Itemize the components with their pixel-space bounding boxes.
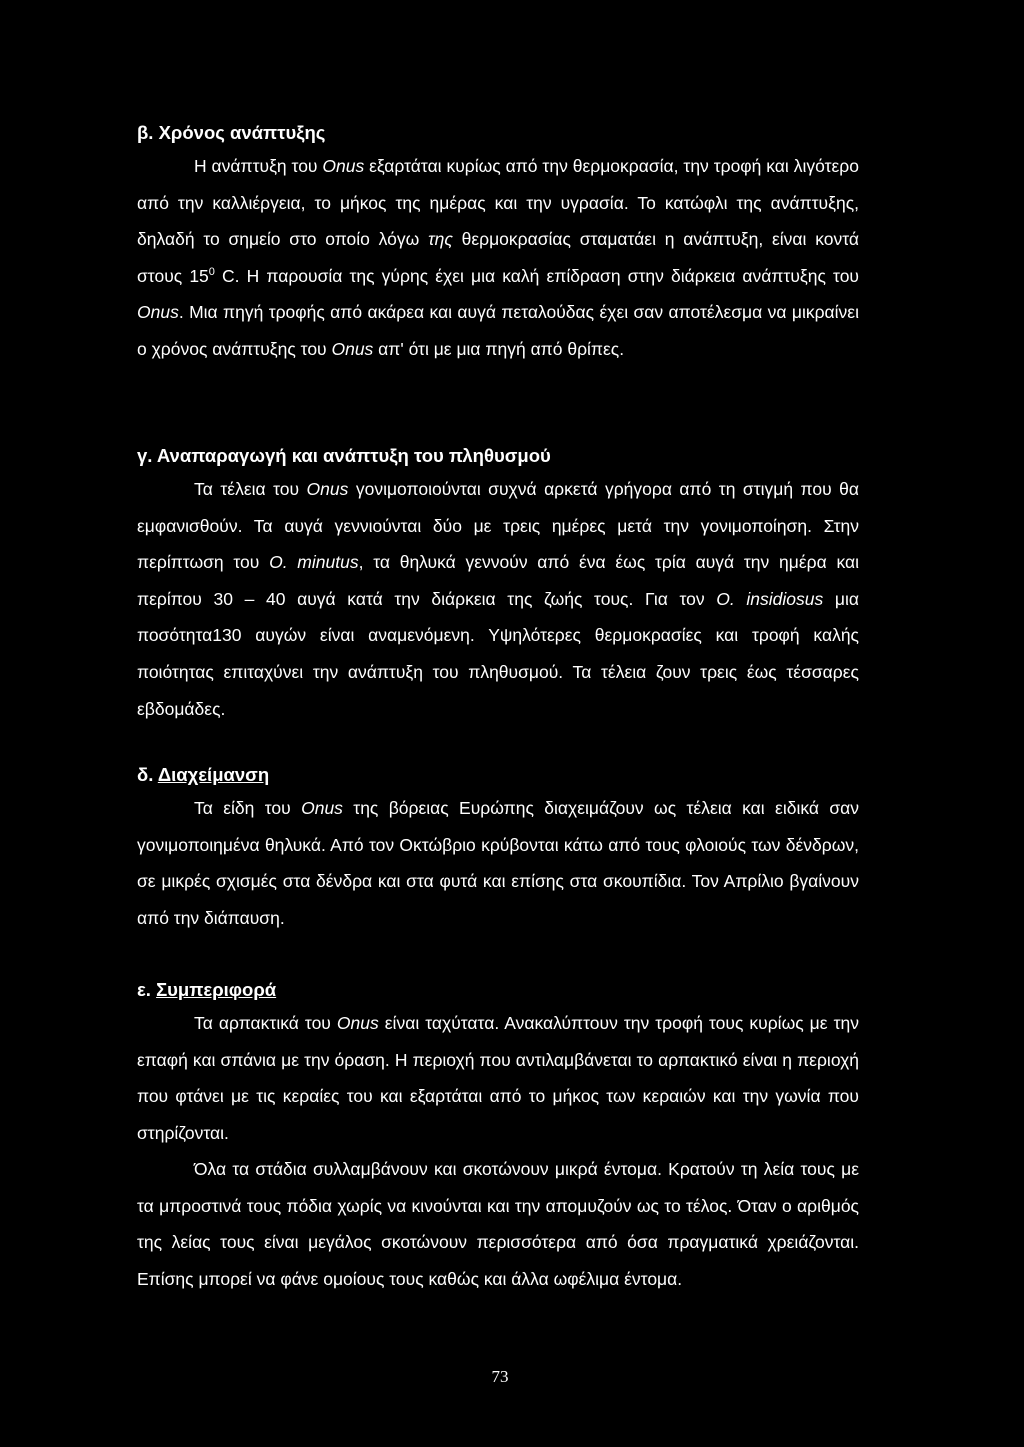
section-heading-overwintering: [137, 764, 269, 786]
paragraph-behaviour-2: Όλα τα στάδια συλλαμβάνουν και σκοτώνουν μικρά έντομα. Κρατούν τη λεία τους με τα μπροστινά τους πόδια χωρίς να κινούνται και την απομυζούν ως το τέλος. Όταν ο αριθμός της λείας τους είναι μεγάλος σκοτώνουν περισσότερα από όσα πραγματικά χρειάζονται. Επίσης μπορεί να φάνε ομοίους τους καθώς και άλλα ωφέλιμα έντομα.: [137, 1159, 859, 1289]
heading-prefix: δ.: [137, 764, 158, 785]
paragraph-overwintering: Τα είδη του Onus της βόρειας Ευρώπης διαχειμάζουν ως τέλεια και ειδικά σαν γονιμοποιημένα θηλυκά. Από τον Οκτώβριο κρύβονται κάτω από τους φλοιούς των δένδρων, σε μικρές σχισμές στα δένδρα και στα φυτά και επίσης στα σκουπίδια. Τον Απρίλιο βγαίνουν από την διάπαυση.: [137, 798, 860, 928]
section-heading-reproduction: γ. Αναπαραγωγή και ανάπτυξη του πληθυσμού: [137, 445, 551, 466]
heading-prefix: ε.: [137, 979, 157, 1000]
italic-term: O. minutus: [269, 552, 359, 573]
italic-term: Onus: [306, 479, 349, 499]
italic-term: Onus: [322, 156, 365, 176]
heading-text: Διαχείμανση: [157, 764, 270, 785]
italic-term: O. insidiosus: [716, 588, 824, 609]
paragraph-reproduction: Τα τέλεια του Onus γονιμοποιούνται συχνά αρκετά γρήγορα από τη στιγμή που θα εμφανισθούν. Τα αυγά γεννιούνται δύο με τρεις ημέρες μετά την γονιμοποίηση. Στην περίπτωση του O. minutus, τα θηλυκά γεννούν από ένα έως τρία αυγά την ημέρα και περίπου 30 – 40 αυγά κατά την διάρκεια της ζωής τους. Για τον O. insidiosus μια ποσότητα130 αυγών είναι αναμενόμενη. Υψηλότερες θερμοκρασίες και τροφή καλής ποιότητας επιταχύνει την ανάπτυξη του πληθυσμού. Τα τέλεια ζουν τρεις έως τέσσαρες εβδομάδες.: [137, 479, 860, 719]
italic-term: Onus: [301, 798, 343, 818]
page-number: 73: [491, 1367, 509, 1386]
italic-term: της: [428, 229, 453, 250]
section-heading-behaviour: [137, 979, 276, 1001]
paragraph-development-time: Η ανάπτυξη του Onus εξαρτάται κυρίως από την θερμοκρασία, την τροφή και λιγότερο από την καλλιέργεια, το μήκος της ημέρας και την υγρασία. Το κατώφλι της ανάπτυξης, δηλαδή το σημείο στο οποίο λόγω της θερμοκρασίας σταματάει η ανάπτυξη, είναι κοντά στους $15^0$ C. Η παρουσία της γύρης έχει μια καλή επίδραση στην διάρκεια ανάπτυξης του Onus. Μια πηγή τροφής από ακάρεα και αυγά πεταλούδας έχει σαν αποτέλεσμα να μικραίνει ο χρόνος ανάπτυξης του Onus απ' ότι με μια πηγή από θρίπες.: [137, 156, 859, 359]
italic-term: Onus: [336, 1013, 379, 1033]
section-heading-development-time: β. Χρόνος ανάπτυξης: [137, 122, 326, 143]
italic-term: Onus: [137, 302, 179, 323]
superscript-text: 0: [208, 265, 215, 278]
italic-term: Onus: [331, 338, 374, 359]
heading-text: Συμπεριφορά: [156, 979, 277, 1000]
paragraph-behaviour-1: Τα αρπακτικά του Onus είναι ταχύτατα. Ανακαλύπτουν την τροφή τους κυρίως με την επαφή και σπάνια με την όραση. Η περιοχή που αντιλαμβάνεται το αρπακτικό είναι η περιοχή που φτάνει με τις κεραίες του και εξαρτάται από το μήκος των κεραιών και την γωνία που στηρίζονται.: [137, 1013, 859, 1143]
